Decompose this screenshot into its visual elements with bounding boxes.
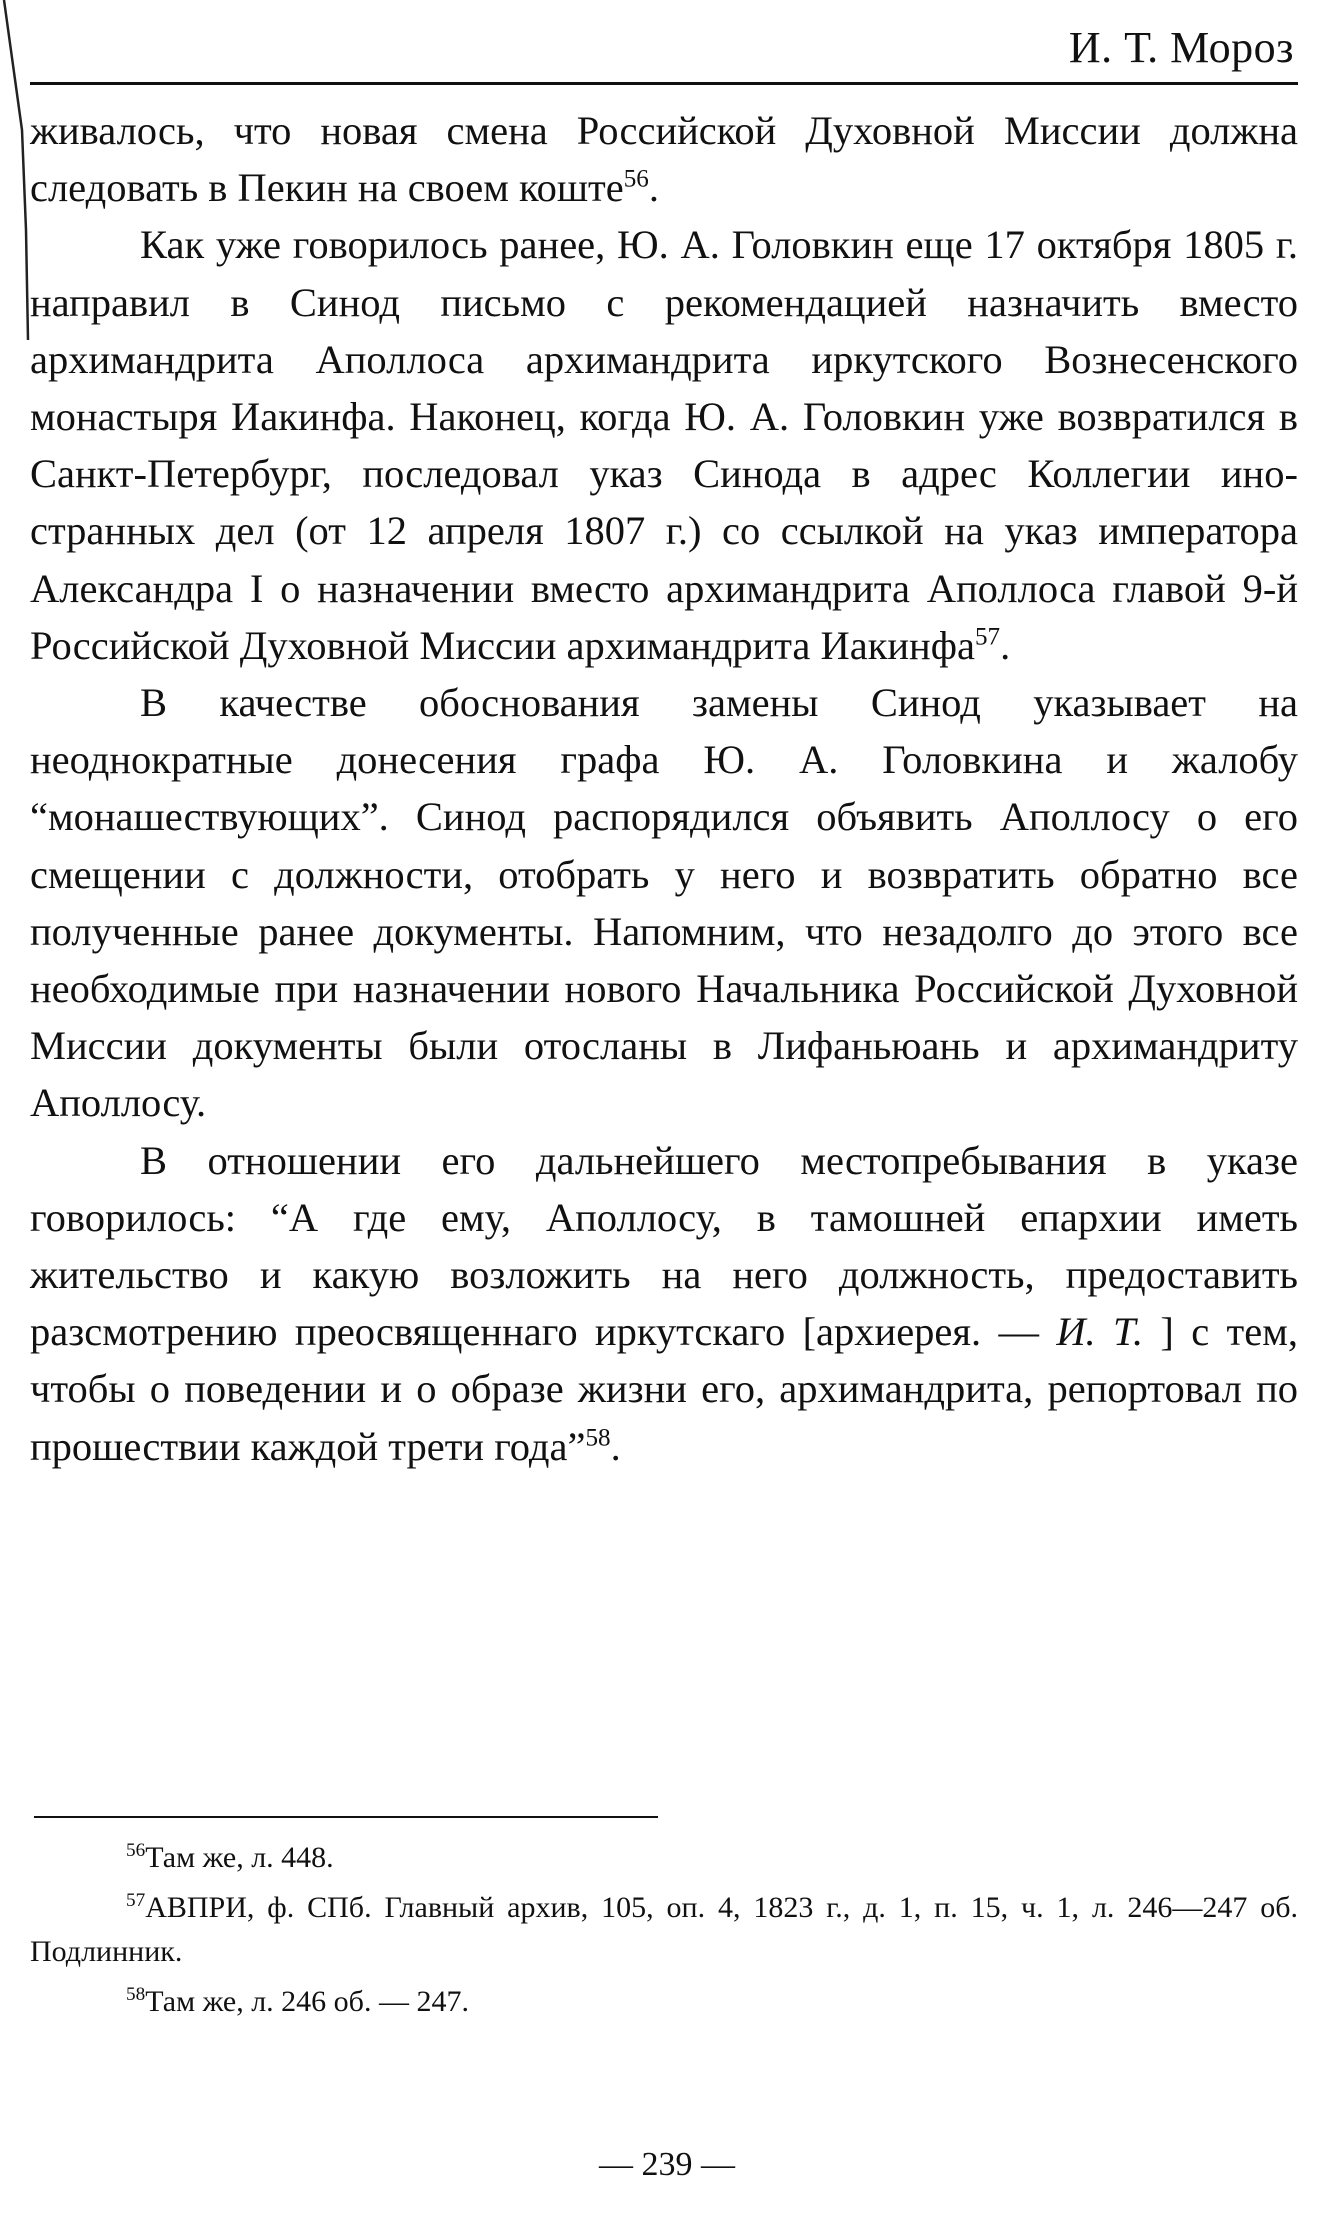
footnote-57: $^{57}$АВПРИ, ф. СПб. Главный архив, 105, оп. 4, 1823 г., д. 1, п. 15, ч. 1, л. 246—247 об. Подлинник.: [30, 1890, 1298, 1968]
footnote-56: $^{56}$Там же, л. 448.: [126, 1840, 334, 1874]
paragraph-3: В качестве обоснования замены Синод указывает на неоднократные донесения графа Ю. А. Головкина и жалобу “монашествующих”. Синод распорядился объявить Аполлосу о его смещении с должности, отобрать у него и возвратить обратно все полученные ранее документы. Напомним, что незадолго до этого все необходимые при назначении нового Начальника Российской Духовной Миссии документы были отосланы в Лифаньюань и архимандриту Аполлосу.: [30, 680, 1298, 1126]
paragraph-2: Как уже говорилось ранее, Ю. А. Головкин еще 17 октября 1805 г. направил в Синод письмо с рекомендацией назначить вместо архимандрита Аполлоса архимандрита иркутского Вознесенского монастыря Иакинфа. Наконец, когда Ю. А. Головкин уже возвратился в Санкт-Петербург, последовал указ Синода в адрес Коллегии иностранных дел (от 12 апреля 1807 г.) со ссылкой на указ императора Александра I о назначении вместо архимандрита Аполлоса главой 9-й Российской Духовной Миссии архимандрита Иакинфа$^{57}$.: [30, 222, 1298, 668]
paragraph-4: В отношении его дальнейшего местопребывания в указе говорилось: “А где ему, Аполлосу, в тамошней епархии иметь жительство и какую возложить на него должность, предоставить разсмотрению преосвященнаго иркутскаго [архиерея. — И. Т. ] с тем, чтобы о поведении и о образе жизни его, архимандрита, репортовал по прошествии каждой трети года”$^{58}$.: [30, 1137, 1298, 1469]
page-number: — 239 —: [599, 2146, 735, 2183]
footnote-58: $^{58}$Там же, л. 246 об. — 247.: [126, 1984, 469, 2018]
footnotes: [30, 1836, 1298, 2030]
footnote-ref-57[interactable]: 57: [974, 623, 1001, 651]
author-initials: И. Т.: [1056, 1309, 1144, 1355]
footnote-rule: [34, 1816, 658, 1818]
running-title: И. Т. Мороз: [1068, 23, 1294, 72]
header-rule: [30, 82, 1298, 85]
main-text: [30, 102, 1298, 1475]
footnote-ref-56[interactable]: 56: [623, 165, 649, 193]
footnote-ref-58[interactable]: 58: [585, 1424, 611, 1452]
paragraph-1: живалось, что новая смена Российской Духовной Миссии должна следовать в Пекин на своем коште$^{56}$.: [30, 108, 1298, 211]
